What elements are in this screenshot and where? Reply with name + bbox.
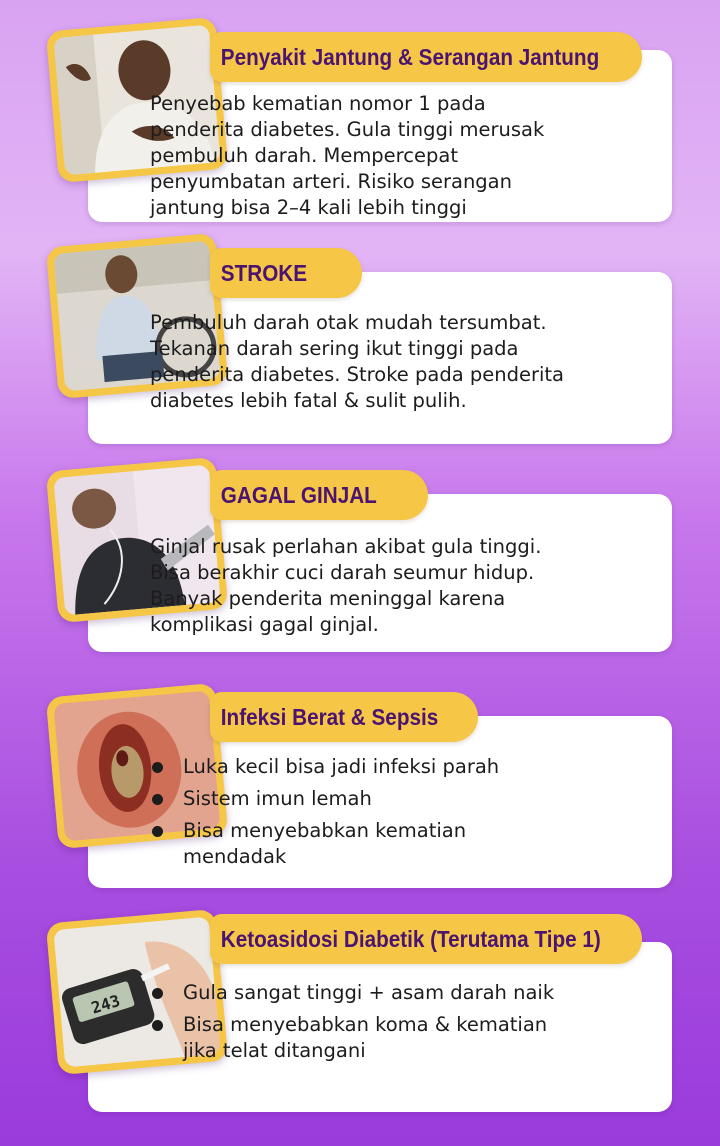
stroke-title-tag — [210, 248, 362, 298]
list-item: Sistem imun lemah — [150, 786, 570, 812]
heart-disease-text: Penyebab kematian nomor 1 pada penderita diabetes. Gula tinggi merusak pembuluh darah. Mempercepat penyumbatan arteri. Risiko serangan jantung bisa 2–4 kali lebih tinggi — [150, 92, 545, 219]
ketoacidosis-title-tag — [210, 914, 642, 964]
kidney-failure-title: GAGAL GINJAL — [220, 482, 377, 508]
stroke-title: STROKE — [220, 260, 308, 286]
infection-bullet-list — [150, 754, 570, 876]
stroke-text: Pembuluh darah otak mudah tersumbat. Tekanan darah sering ikut tinggi pada penderita diabetes. Stroke pada penderita diabetes lebih fatal & sulit pulih. — [150, 311, 564, 412]
infection-title: Infeksi Berat & Sepsis — [220, 704, 439, 730]
kidney-failure-title-tag — [210, 470, 428, 520]
ketoacidosis-bullet-list — [150, 980, 570, 1070]
list-item: Bisa menyebabkan kematian mendadak — [150, 818, 570, 870]
list-item: Gula sangat tinggi + asam darah naik — [150, 980, 570, 1006]
list-item: Bisa menyebabkan koma & kematian jika telat ditangani — [150, 1012, 570, 1064]
infection-title-tag — [210, 692, 478, 742]
meter-reading: 243 — [89, 991, 123, 1018]
ketoacidosis-title: Ketoasidosi Diabetik (Terutama Tipe 1) — [220, 926, 601, 952]
kidney-failure-text: Ginjal rusak perlahan akibat gula tinggi. Bisa berakhir cuci darah seumur hidup. Banyak penderita meninggal karena komplikasi gagal ginjal. — [150, 535, 542, 636]
list-item: Luka kecil bisa jadi infeksi parah — [150, 754, 570, 780]
heart-disease-title-tag — [210, 32, 642, 82]
heart-disease-title: Penyakit Jantung & Serangan Jantung — [220, 44, 600, 70]
